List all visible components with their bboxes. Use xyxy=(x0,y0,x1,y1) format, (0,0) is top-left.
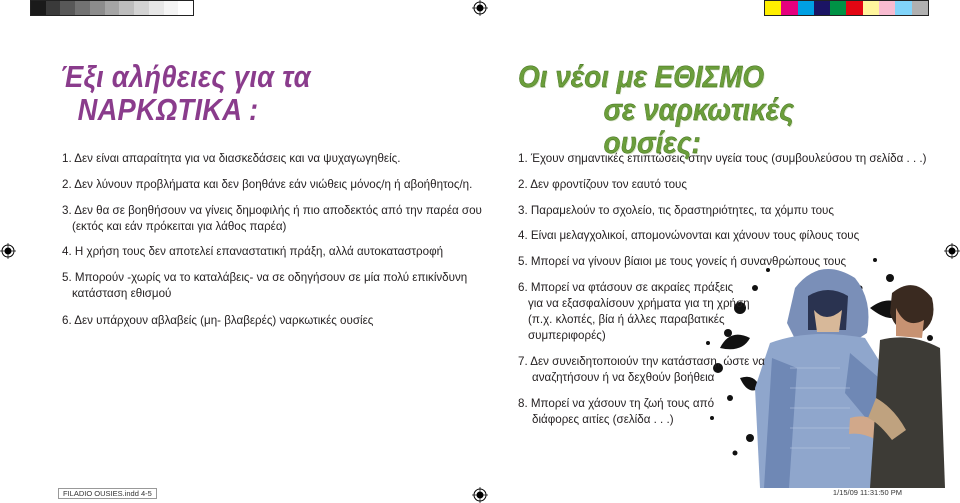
left-title-line1: Έξι αλήθειες για τα xyxy=(60,59,311,94)
list-item: 1. Έχουν σημαντικές επιπτώσεις στην υγεία τους (συμβουλεύσου τη σελίδα . . .) xyxy=(518,152,927,165)
list-item: 6. Δεν υπάρχουν αβλαβείς (μη- βλαβερές) ναρκωτικές ουσίες xyxy=(62,314,374,327)
registration-mark-top-icon xyxy=(472,0,488,16)
list-item: 8. Μπορεί να χάσουν τη ζωή τους από διάφορες αιτίες (σελίδα . . .) xyxy=(518,397,715,426)
slug-timestamp: 1/15/09 11:31:50 PM xyxy=(832,488,902,497)
left-truths-list xyxy=(62,0,482,503)
list-item: 5. Μπορεί να γίνουν βίαιοι με τους γονείς ή συνανθρώπους τους xyxy=(518,255,847,268)
list-item: 4. Η χρήση τους δεν αποτελεί επαναστατική πράξη, αλλά αυτοκαταστροφή xyxy=(62,245,444,258)
registration-mark-right-icon xyxy=(944,243,960,259)
list-item: 2. Δεν φροντίζουν τον εαυτό τους xyxy=(518,178,687,191)
right-effects-list xyxy=(518,0,938,503)
list-item: 2. Δεν λύνουν προβλήματα και δεν βοηθάνε εάν νιώθεις μόνος/η ή αβοήθητος/η. xyxy=(62,178,473,191)
slug-filename: FILADIO OUSIES.indd 4-5 xyxy=(58,488,157,499)
list-item: 7. Δεν συνειδητοποιούν την κατάσταση, ώστε να αναζητήσουν ή να δεχθούν βοήθεια xyxy=(518,355,766,384)
registration-mark-left-icon xyxy=(0,243,16,259)
list-item: 1. Δεν είναι απαραίτητα για να διασκεδάσεις και να ψυχαγωγηθείς. xyxy=(62,152,401,165)
print-slug xyxy=(28,486,932,500)
list-item: 3. Δεν θα σε βοηθήσουν να γίνεις δημοφιλής ή πιο αποδεκτός από την παρέα σου (εκτός και εάν πρόκειται για λάθος παρέα) xyxy=(62,204,482,233)
list-item: 5. Μπορούν -χωρίς να το καταλάβεις- να σε οδηγήσουν σε μία πολύ επικίνδυνη κατάσταση εθισμού xyxy=(62,271,468,300)
list-item: 3. Παραμελούν το σχολείο, τις δραστηριότητες, τα χόμπυ τους xyxy=(518,204,834,217)
right-title-line1: Οι νέοι με ΕΘΙΣΜΟ xyxy=(518,59,765,94)
list-item: 6. Μπορεί να φτάσουν σε ακραίες πράξεις για να εξασφαλίσουν χρήματα για τη χρήση (π.χ. κλοπές, βία ή άλλες παραβατικές συμπεριφορές) xyxy=(518,281,750,342)
right-title-line2: σε ναρκωτικές ουσίες: xyxy=(603,92,794,160)
left-title-line2: ΝΑΡΚΩΤΙΚΑ : xyxy=(77,92,259,127)
list-item: 4. Είναι μελαγχολικοί, απομονώνονται και χάνουν τους φίλους τους xyxy=(518,229,860,242)
